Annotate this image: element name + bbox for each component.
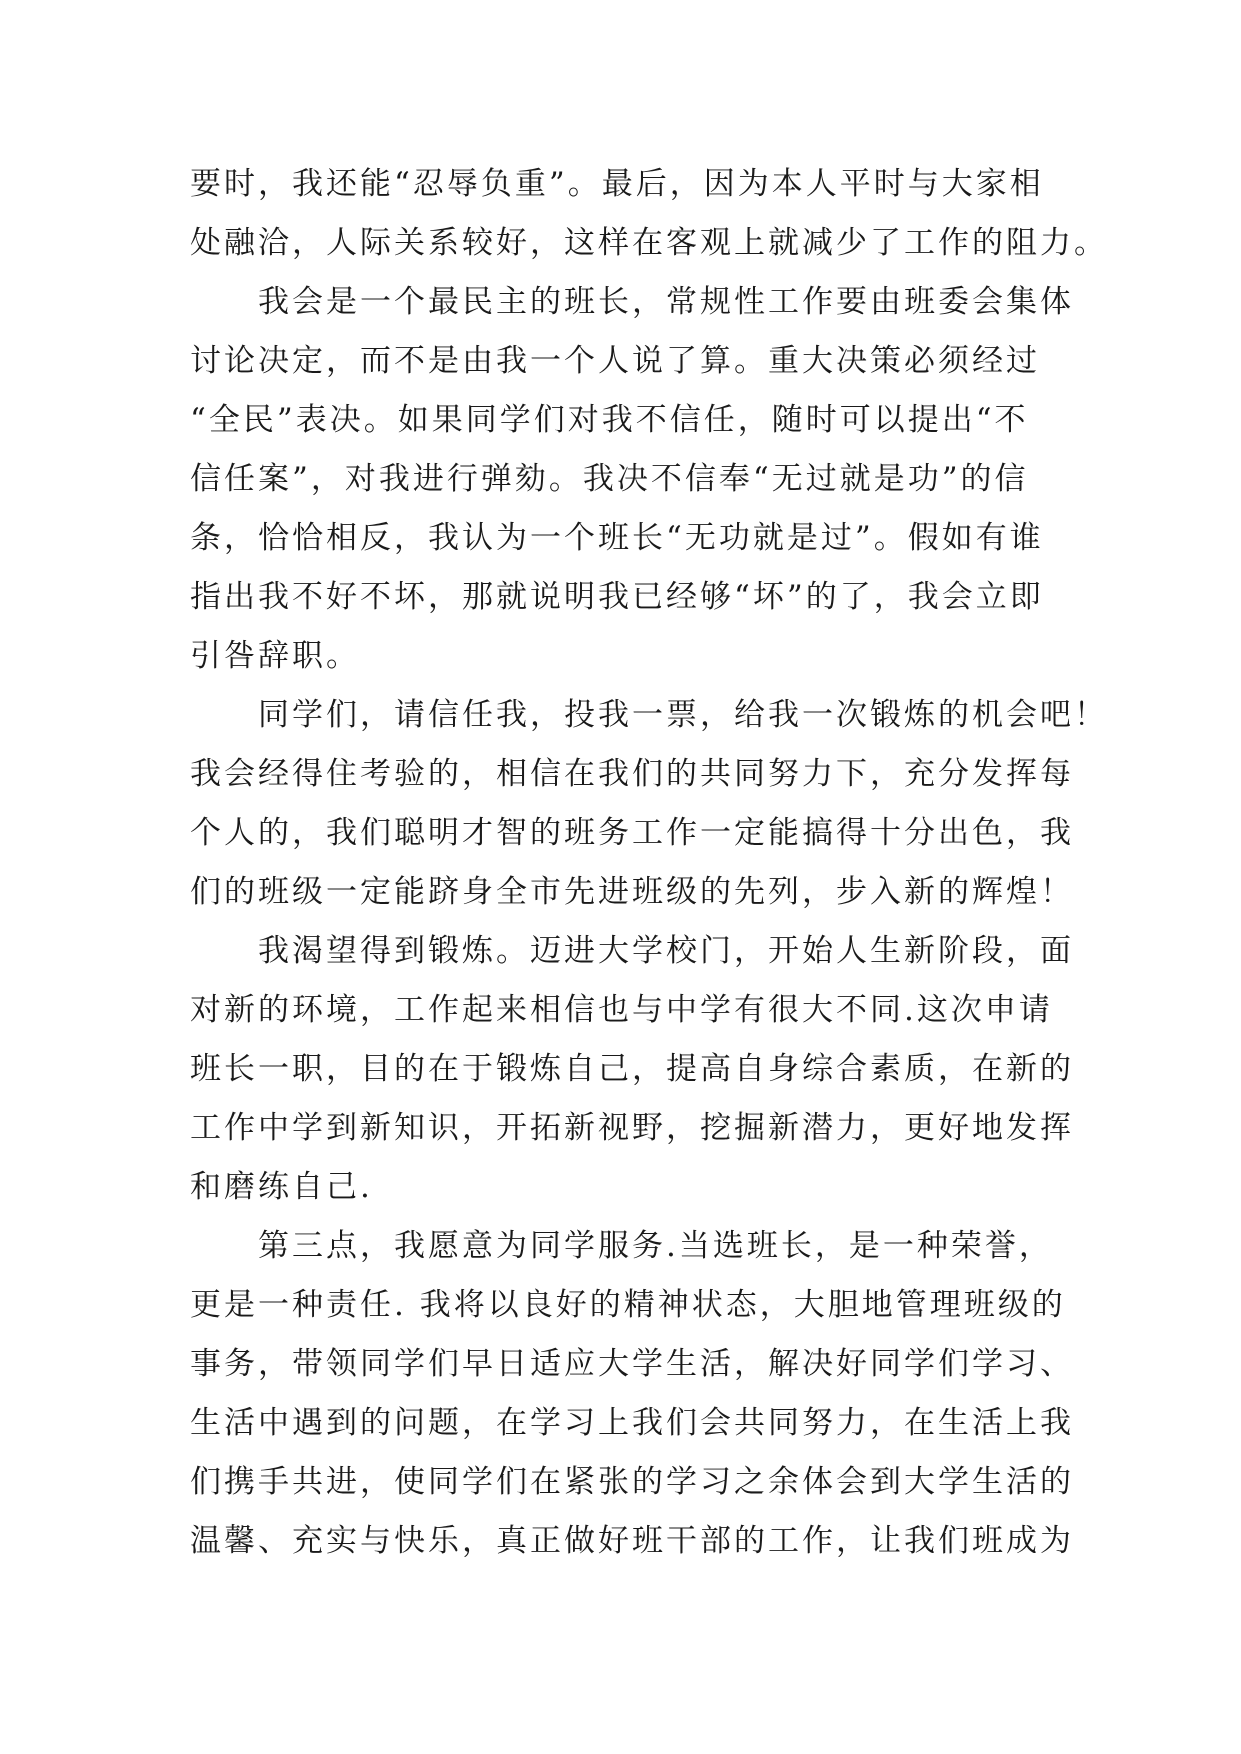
text-line: 班长一职，目的在于锻炼自己，提高自身综合素质，在新的 — [190, 1051, 1074, 1087]
text-line: 我渴望得到锻炼。迈进大学校门，开始人生新阶段，面 — [190, 933, 1074, 969]
text-line: 和磨练自己. — [190, 1169, 373, 1205]
text-line: 信任案”，对我进行弹劾。我决不信奉“无过就是功”的信 — [190, 461, 1029, 497]
text-line: 生活中遇到的问题，在学习上我们会共同努力，在生活上我 — [190, 1405, 1074, 1441]
text-line: 指出我不好不坏，那就说明我已经够“坏”的了，我会立即 — [190, 579, 1044, 615]
text-line: 处融洽，人际关系较好，这样在客观上就减少了工作的阻力。 — [190, 225, 1108, 261]
text-line: 我会是一个最民主的班长，常规性工作要由班委会集体 — [190, 284, 1074, 320]
text-line: 温馨、充实与快乐，真正做好班干部的工作，让我们班成为 — [190, 1523, 1074, 1559]
text-line: 们携手共进，使同学们在紧张的学习之余体会到大学生活的 — [190, 1464, 1074, 1500]
text-line: 第三点，我愿意为同学服务.当选班长，是一种荣誉， — [190, 1228, 1053, 1264]
text-line: 更是一种责任. 我将以良好的精神状态，大胆地管理班级的 — [190, 1287, 1066, 1323]
text-line: 要时，我还能“忍辱负重”。最后，因为本人平时与大家相 — [190, 166, 1044, 202]
text-line: 引咎辞职。 — [190, 638, 360, 674]
document-body — [190, 155, 1108, 1571]
text-line: 个人的，我们聪明才智的班务工作一定能搞得十分出色，我 — [190, 815, 1074, 851]
text-line: 对新的环境，工作起来相信也与中学有很大不同.这次申请 — [190, 992, 1053, 1028]
text-line: 同学们，请信任我，投我一票，给我一次锻炼的机会吧！ — [190, 697, 1108, 733]
text-line: 事务，带领同学们早日适应大学生活，解决好同学们学习、 — [190, 1346, 1074, 1382]
text-line: 讨论决定，而不是由我一个人说了算。重大决策必须经过 — [190, 343, 1040, 379]
text-line: 们的班级一定能跻身全市先进班级的先列，步入新的辉煌！ — [190, 874, 1074, 910]
text-line: 工作中学到新知识，开拓新视野，挖掘新潜力，更好地发挥 — [190, 1110, 1074, 1146]
text-line: “全民”表决。如果同学们对我不信任，随时可以提出“不 — [190, 402, 1029, 438]
text-line: 我会经得住考验的，相信在我们的共同努力下，充分发挥每 — [190, 756, 1074, 792]
text-line: 条，恰恰相反，我认为一个班长“无功就是过”。假如有谁 — [190, 520, 1044, 556]
